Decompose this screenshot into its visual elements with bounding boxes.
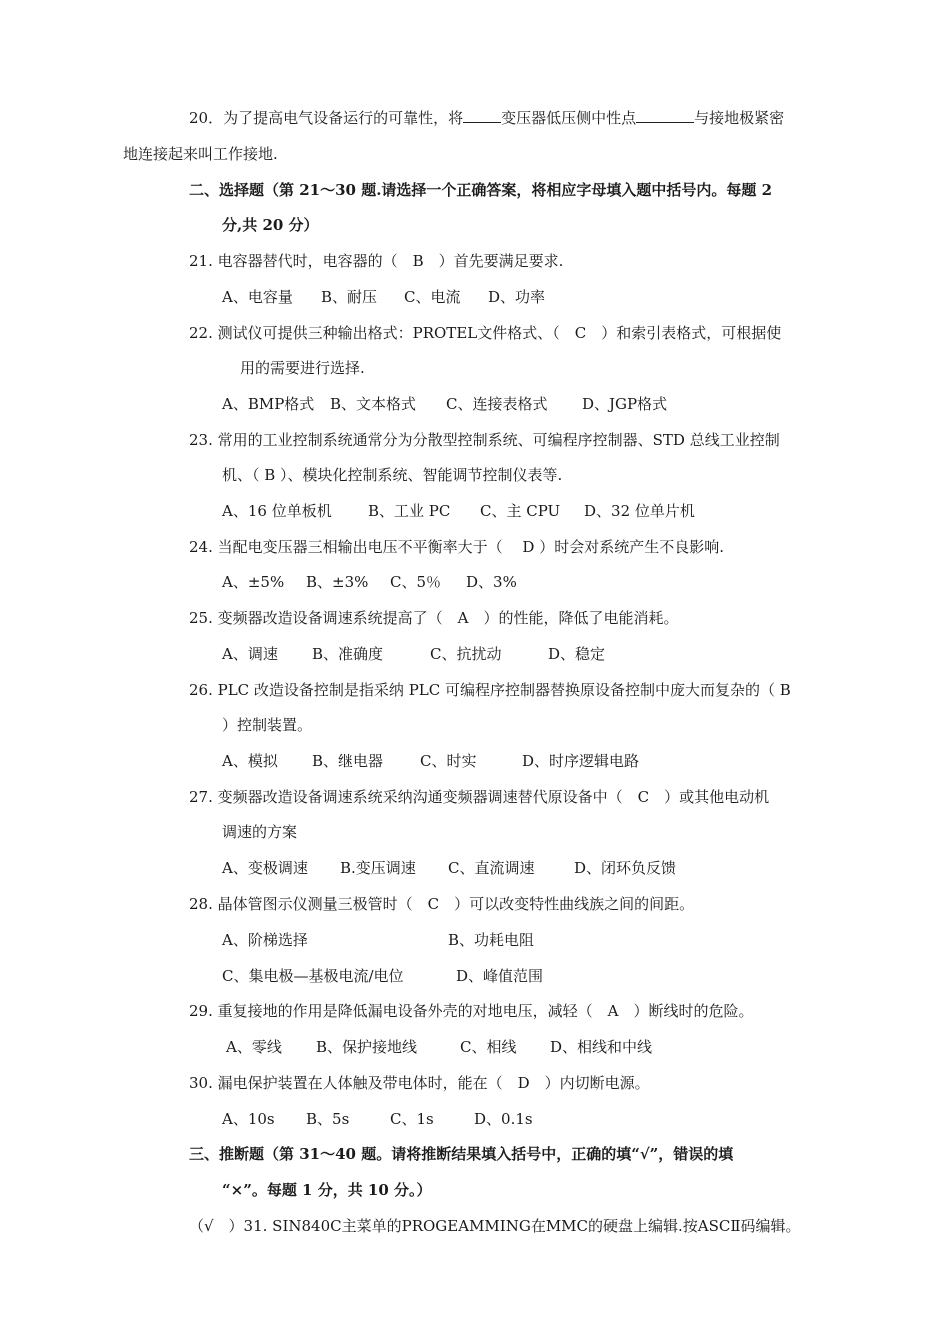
q26-option-d: D、时序逻辑电路 [522,752,640,770]
q29-option-c: C、相线 [460,1038,517,1056]
q30-stem: 30. 漏电保护装置在人体触及带电体时，能在（ D ）内切断电源。 [189,1074,650,1092]
q30-option-c: C、1s [390,1110,434,1128]
section3-heading: 三、推断题（第 31～40 题。请将推断结果填入括号中，正确的填“√”，错误的填 [189,1145,734,1163]
q24-stem: 24. 当配电变压器三相输出电压不平衡率大于（ D ）时会对系统产生不良影响. [189,538,724,556]
q20-text-b: 变压器低压侧中性点 [501,109,637,127]
q25-stem: 25. 变频器改造设备调速系统提高了（ A ）的性能，降低了电能消耗。 [189,609,679,627]
q27-option-c: C、直流调速 [448,859,535,877]
q25-option-c: C、抗扰动 [430,645,502,663]
q28-option-a: A、阶梯选择 [222,931,308,949]
q24-option-a: A、±5% [222,573,285,591]
q31-stem: （√ ）31. SIN840C主菜单的PROGEAMMING在MMC的硬盘上编辑.按ASCⅡ码编辑。 [189,1217,801,1235]
q25-options [222,644,605,664]
q25-option-d: D、稳定 [548,645,606,663]
q29-option-b: B、保护接地线 [316,1038,418,1056]
q28-option-c: C、集电极—基极电流/电位 [222,967,404,985]
q21-option-b: B、耐压 [321,288,378,306]
q30-option-b: B、5s [306,1110,350,1128]
q23-option-d: D、32 位单片机 [584,502,695,520]
q20-blank-1 [463,108,501,123]
q21-option-c: C、电流 [404,288,461,306]
q26-stem-line2: ）控制装置。 [222,716,313,734]
q28-options-row1 [222,930,534,950]
q21-option-a: A、电容量 [222,288,293,306]
q27-options [222,858,676,878]
q28-options-row2 [222,966,543,986]
q30-option-a: A、10s [222,1110,275,1128]
q20-line1 [189,108,784,128]
q28-option-d: D、峰值范围 [456,967,544,985]
q25-option-a: A、调速 [222,645,278,663]
q21-option-d: D、功率 [488,288,546,306]
q24-options [222,572,517,592]
section3-heading-cont: “×”。每题 1 分，共 10 分。） [222,1181,432,1199]
q29-stem: 29. 重复接地的作用是降低漏电设备外壳的对地电压，减轻（ A ）断线时的危险。 [189,1002,754,1020]
q26-options [222,751,639,771]
q22-option-b: B、文本格式 [330,395,417,413]
q27-option-b: B.变压调速 [340,859,416,877]
q23-option-c: C、主 CPU [480,502,561,520]
q22-option-c: C、连接表格式 [446,395,548,413]
q29-option-a: A、零线 [226,1038,282,1056]
q23-stem-line2: 机、（ B ）、模块化控制系统、智能调节控制仪表等. [222,466,563,484]
q22-options [222,394,667,414]
q25-option-b: B、准确度 [312,645,384,663]
q23-options [222,501,695,521]
q29-options [226,1037,652,1057]
q26-option-b: B、继电器 [312,752,384,770]
q22-option-a: A、BMP格式 [222,395,315,413]
q23-option-a: A、16 位单板机 [222,502,332,520]
q23-option-b: B、工业 PC [368,502,451,520]
q27-option-d: D、闭环负反馈 [574,859,677,877]
q24-option-b: B、±3% [306,573,369,591]
q22-option-d: D、JGP格式 [582,395,668,413]
q24-option-c: C、5％ [390,573,442,591]
q26-option-c: C、时实 [420,752,477,770]
q26-option-a: A、模拟 [222,752,278,770]
q21-options [222,287,545,307]
section2-heading-cont: 分,共 20 分） [222,216,319,234]
q20-text-c: 与接地极紧密 [694,109,785,127]
section2-heading: 二、选择题（第 21～30 题.请选择一个正确答案，将相应字母填入题中括号内。每题 2 [189,181,773,199]
q20-line2: 地连接起来叫工作接地. [123,145,278,163]
q24-option-d: D、3% [466,573,517,591]
q26-stem-line1: 26. PLC 改造设备控制是指采纳 PLC 可编程序控制器替换原设备控制中庞大而复杂的（ B [189,681,791,699]
q22-stem-line1: 22. 测试仪可提供三种输出格式：PROTEL文件格式、（ C ）和索引表格式，可根据使 [189,324,782,342]
q21-stem: 21. 电容器替代时，电容器的（ B ）首先要满足要求. [189,252,564,270]
q29-option-d: D、相线和中线 [550,1038,653,1056]
q20-text-a: 20．为了提高电气设备运行的可靠性，将 [189,109,464,127]
q20-blank-2 [636,108,694,123]
q23-stem-line1: 23. 常用的工业控制系统通常分为分散型控制系统、可编程序控制器、STD 总线工业控制 [189,431,780,449]
q30-options [222,1109,533,1129]
q28-stem: 28. 晶体管图示仪测量三极管时（ C ）可以改变特性曲线族之间的间距。 [189,895,695,913]
q22-stem-line2: 用的需要进行选择. [240,359,365,377]
q27-stem-line1: 27. 变频器改造设备调速系统采纳沟通变频器调速替代原设备中（ C ）或其他电动机 [189,788,770,806]
q30-option-d: D、0.1s [474,1110,533,1128]
q27-option-a: A、变极调速 [222,859,308,877]
q28-option-b: B、功耗电阻 [448,931,535,949]
q27-stem-line2: 调速的方案 [222,823,298,841]
